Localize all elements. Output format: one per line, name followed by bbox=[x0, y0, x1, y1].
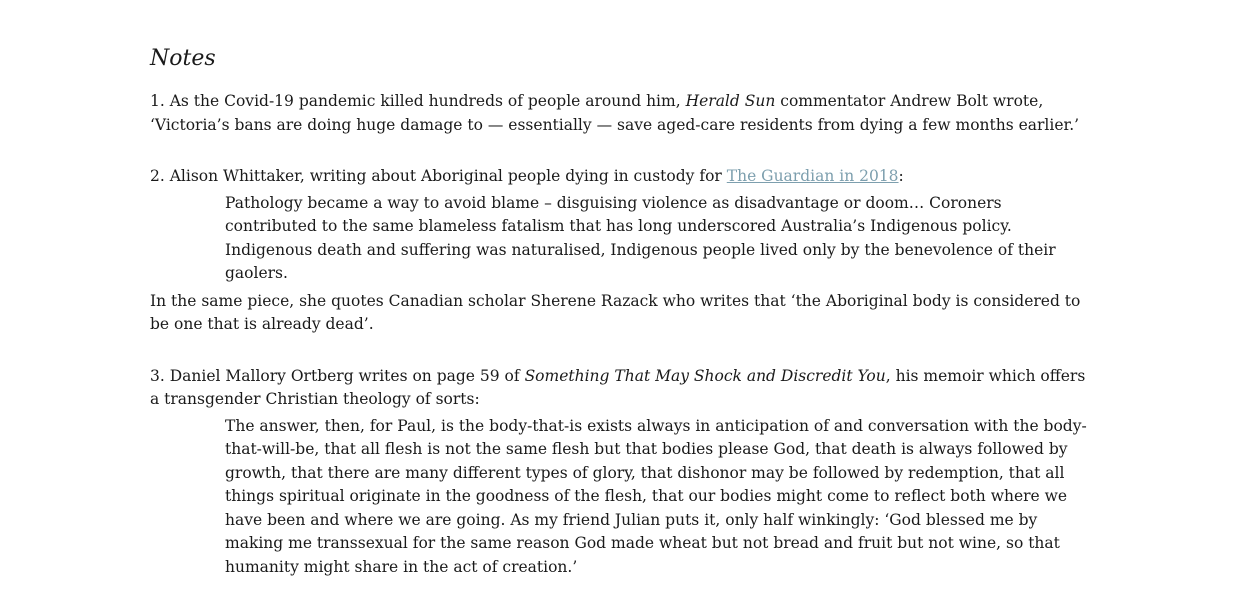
note-3-number: 3. bbox=[150, 366, 165, 385]
note-1-text bbox=[150, 90, 1090, 137]
note-2 bbox=[150, 165, 1090, 337]
note-1 bbox=[150, 90, 1090, 137]
page-title: Notes bbox=[150, 46, 216, 71]
note-3 bbox=[150, 365, 1090, 580]
document-page bbox=[150, 44, 1090, 583]
note-3-text bbox=[150, 365, 1090, 412]
note-2-blockquote: Pathology became a way to avoid blame – disguising violence as disadvantage or doom… Coroners contributed to the same blameless fatalism that has long underscored Australia’s Indigenous policy. Indigenous death and suffering was naturalised, Indigenous people lived only by the benevolence of their gaolers. bbox=[225, 193, 1056, 282]
note-1-number: 1. bbox=[150, 92, 165, 110]
note-2-pre: Alison Whittaker, writing about Aboriginal people dying in custody for bbox=[169, 167, 722, 185]
note-3-blockquote: The answer, then, for Paul, is the body-that-is exists always in anticipation of and conversation with the body-that-will-be, that all flesh is not the same flesh but that bodies please God, that death is always followed by growth, that there are many different types of glory, that dishonor may be followed by redemption, that all things spiritual originate in the goodness of the flesh, that our bodies might come to reflect both where we have been and where we are going. As my friend Julian puts it, only half winkingly: ‘God blessed me by making me transsexual for the same reason God made wheat but not bread and fruit but not wine, so that humanity might share in the act of creation.’ bbox=[225, 416, 1087, 576]
note-2-number: 2. bbox=[150, 167, 165, 185]
note-2-text bbox=[150, 165, 1090, 189]
note-1-pre: As the Covid-19 pandemic killed hundreds of people around him, bbox=[169, 92, 681, 110]
note-1-post: commentator Andrew Bolt wrote, ‘Victoria’s bans are doing huge damage to — essentially — save aged-care residents from dying a few months earlier.’ bbox=[150, 92, 1080, 134]
note-2-post: : bbox=[898, 167, 904, 185]
note-2-follow-text: In the same piece, she quotes Canadian scholar Sherene Razack who writes that ‘the Aboriginal body is considered to be one that is already dead’. bbox=[150, 291, 1081, 333]
guardian-link[interactable]: The Guardian in 2018 bbox=[726, 167, 899, 185]
note-3-post: , his memoir which offers a transgender Christian theology of sorts: bbox=[150, 366, 1086, 408]
note-1-publication: Herald Sun bbox=[685, 92, 776, 110]
note-3-book-title: Something That May Shock and Discredit You bbox=[524, 366, 886, 385]
note-3-pre: Daniel Mallory Ortberg writes on page 59 of bbox=[169, 366, 520, 385]
